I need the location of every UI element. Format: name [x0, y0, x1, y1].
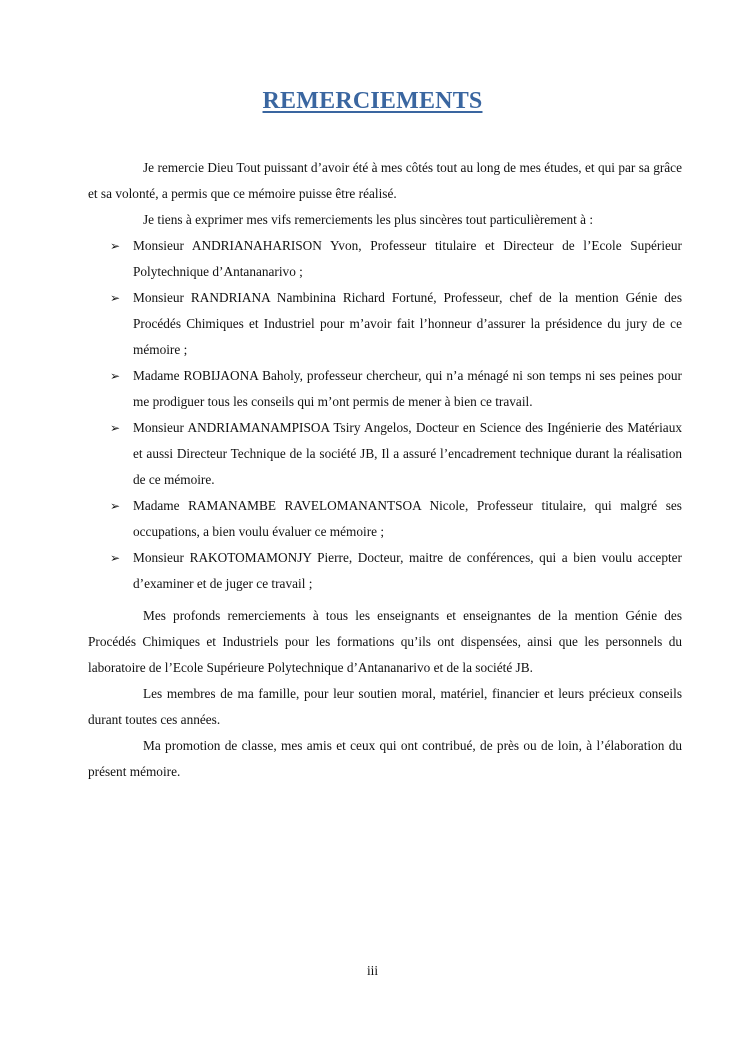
arrow-bullet-icon: ➢ [110, 239, 121, 253]
acknowledgement-list-wrapper [88, 233, 682, 597]
document-body [88, 155, 682, 785]
closing-paragraph-teachers: Mes profonds remerciements à tous les enseignants et enseignantes de la mention Génie des Procédés Chimiques et Industriels pour les formations qu’ils ont dispensées, ainsi que les personnels du laboratoire de l’Ecole Supérieure Polytechnique d’Antananarivo et de la société JB. [88, 608, 682, 675]
page-number: iii [366, 963, 379, 978]
list-item [88, 285, 682, 363]
list-item-text: Monsieur RANDRIANA Nambinina Richard Fortuné, Professeur, chef de la mention Génie des Procédés Chimiques et Industriel pour m’avoir fait l’honneur d’assurer la présidence du jury de ce mémoire ; [133, 290, 682, 357]
list-item [88, 545, 682, 597]
acknowledgement-list [88, 233, 682, 597]
list-item-text: Madame ROBIJAONA Baholy, professeur chercheur, qui n’a ménagé ni son temps ni ses peines pour me prodiguer tous les conseils qui m’ont permis de mener à bien ce travail. [133, 368, 682, 409]
page-title [0, 88, 745, 115]
intro-paragraph: Je remercie Dieu Tout puissant d’avoir été à mes côtés tout au long de mes études, et qui par sa grâce et sa volonté, a permis que ce mémoire puisse être réalisé. [88, 160, 682, 201]
list-item-text: Monsieur ANDRIAMANAMPISOA Tsiry Angelos, Docteur en Science des Ingénierie des Matériaux et aussi Directeur Technique de la société JB, Il a assuré l’encadrement technique durant la réalisation de ce mémoire. [133, 420, 682, 487]
arrow-bullet-icon: ➢ [110, 551, 121, 565]
list-item-text: Madame RAMANAMBE RAVELOMANANTSOA Nicole, Professeur titulaire, qui malgré ses occupations, a bien voulu évaluer ce mémoire ; [133, 498, 682, 539]
closing-paragraph-friends: Ma promotion de classe, mes amis et ceux qui ont contribué, de près ou de loin, à l’élaboration du présent mémoire. [88, 738, 682, 779]
list-item [88, 493, 682, 545]
list-item-text: Monsieur RAKOTOMAMONJY Pierre, Docteur, maitre de conférences, qui a bien voulu accepter d’examiner et de juger ce travail ; [133, 550, 682, 591]
closing-paragraph-family: Les membres de ma famille, pour leur soutien moral, matériel, financier et leurs précieux conseils durant toutes ces années. [88, 686, 682, 727]
page-title-text: REMERCIEMENTS [262, 88, 483, 114]
list-item [88, 415, 682, 493]
arrow-bullet-icon: ➢ [110, 421, 121, 435]
intro-lead-paragraph: Je tiens à exprimer mes vifs remerciements les plus sincères tout particulièrement à : [143, 212, 594, 227]
list-item [88, 233, 682, 285]
arrow-bullet-icon: ➢ [110, 291, 121, 305]
list-item-text: Monsieur ANDRIANAHARISON Yvon, Professeur titulaire et Directeur de l’Ecole Supérieur Polytechnique d’Antananarivo ; [133, 238, 682, 279]
list-item [88, 363, 682, 415]
arrow-bullet-icon: ➢ [110, 369, 121, 383]
arrow-bullet-icon: ➢ [110, 499, 121, 513]
